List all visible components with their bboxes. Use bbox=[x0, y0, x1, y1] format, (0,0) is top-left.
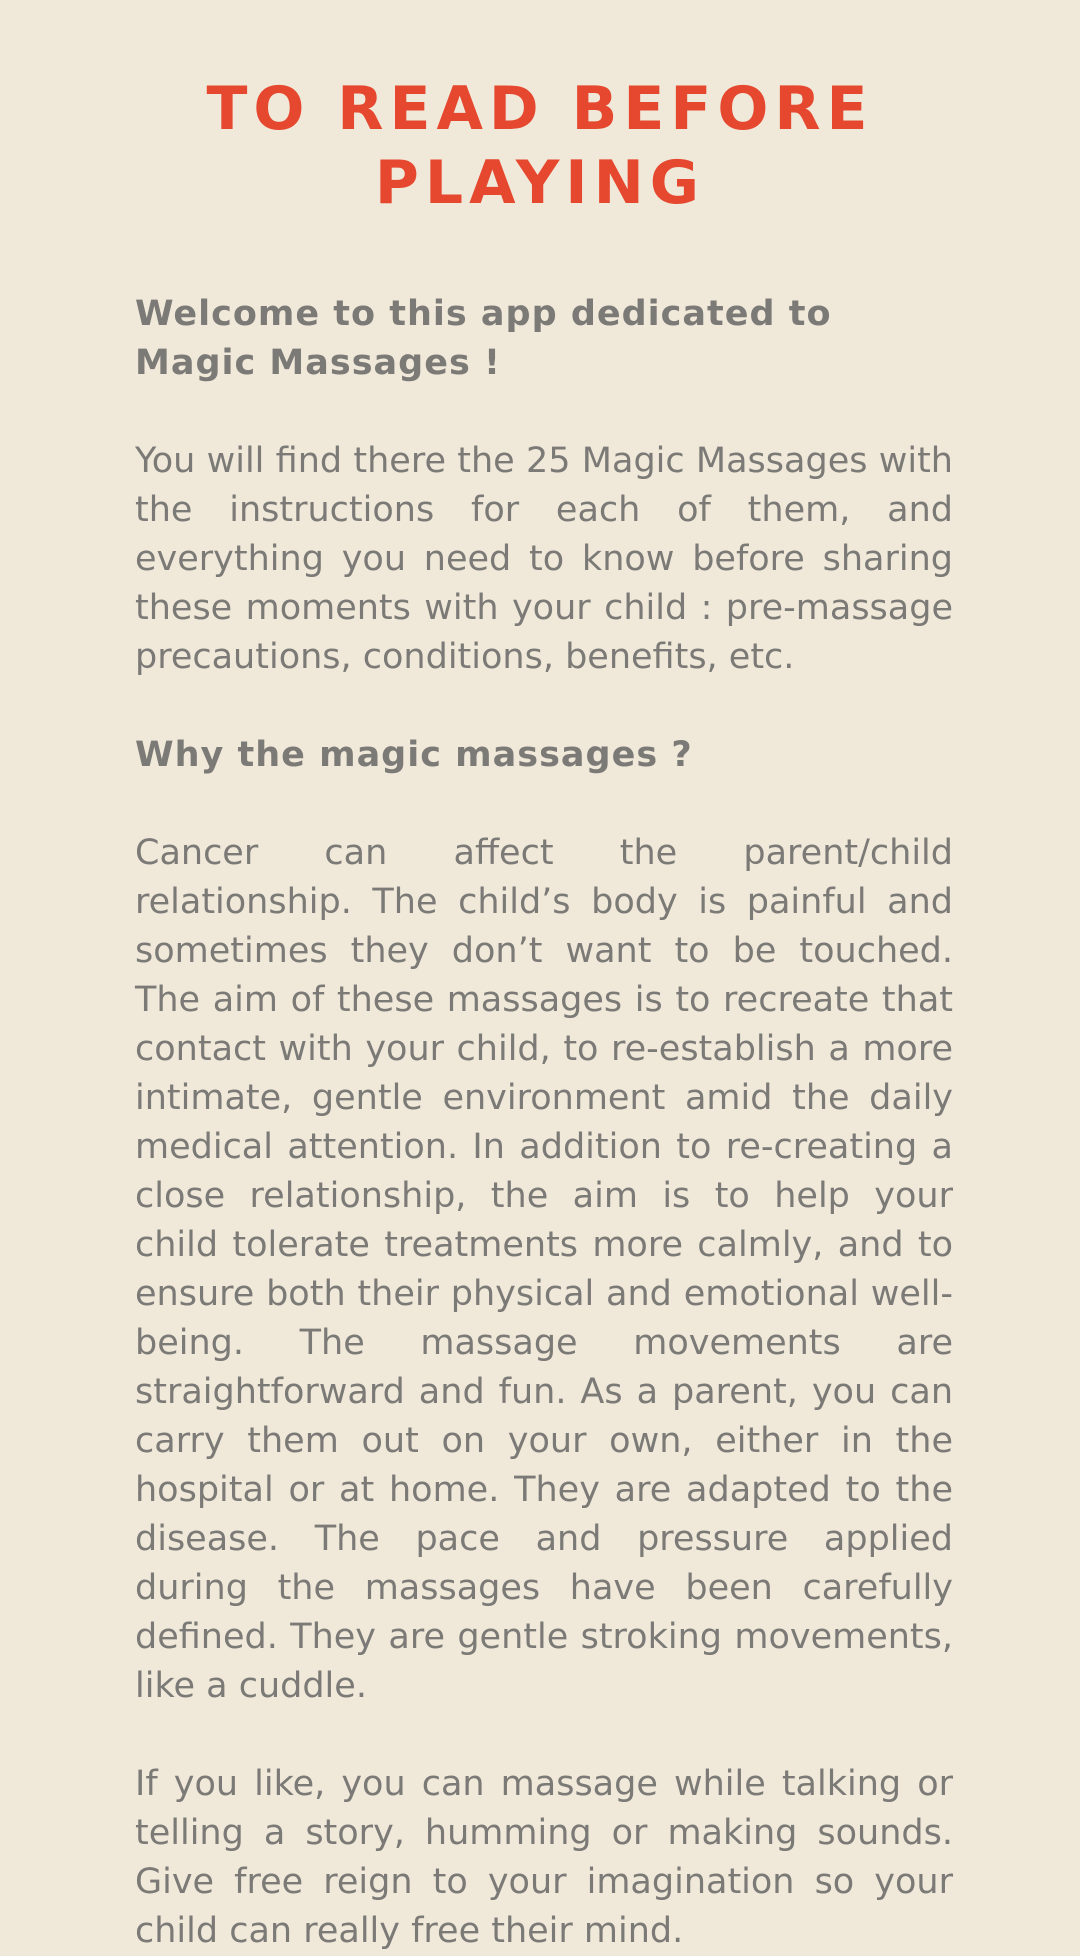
page-title bbox=[0, 72, 1080, 220]
why-paragraph: Cancer can affect the parent/child relationship. The child’s body is painful and sometimes they don’t want to be touched. The aim of these massages is to recreate that contact with your child, to re-establish a more intimate, gentle environment amid the daily medical attention. In addition to re-creating a close relationship, the aim is to help your child tolerate treatments more calmly, and to ensure both their physical and emotional well-being. The massage movements are straightforward and fun. As a parent, you can carry them out on your own, either in the hospital or at home. They are adapted to the disease. The pace and pressure applied during the massages have been carefully defined. They are gentle stroking movements, like a cuddle. bbox=[135, 833, 953, 1706]
closing-paragraph: If you like, you can massage while talking or telling a story, humming or making sounds. Give free reign to your imagination so your child can really free their mind. bbox=[135, 1764, 953, 1951]
why-heading: Why the magic massages ? bbox=[135, 735, 693, 775]
page-title-line-2: PLAYING bbox=[374, 148, 706, 218]
welcome-heading: Welcome to this app dedicated to Magic Massages ! bbox=[135, 294, 832, 383]
instructions-body bbox=[135, 290, 953, 1956]
intro-paragraph: You will find there the 25 Magic Massages with the instructions for each of them, and everything you need to know before sharing these moments with your child : pre-massage precautions, conditions, benefits, etc. bbox=[135, 441, 953, 677]
page-title-line-1: TO READ BEFORE bbox=[206, 74, 874, 144]
